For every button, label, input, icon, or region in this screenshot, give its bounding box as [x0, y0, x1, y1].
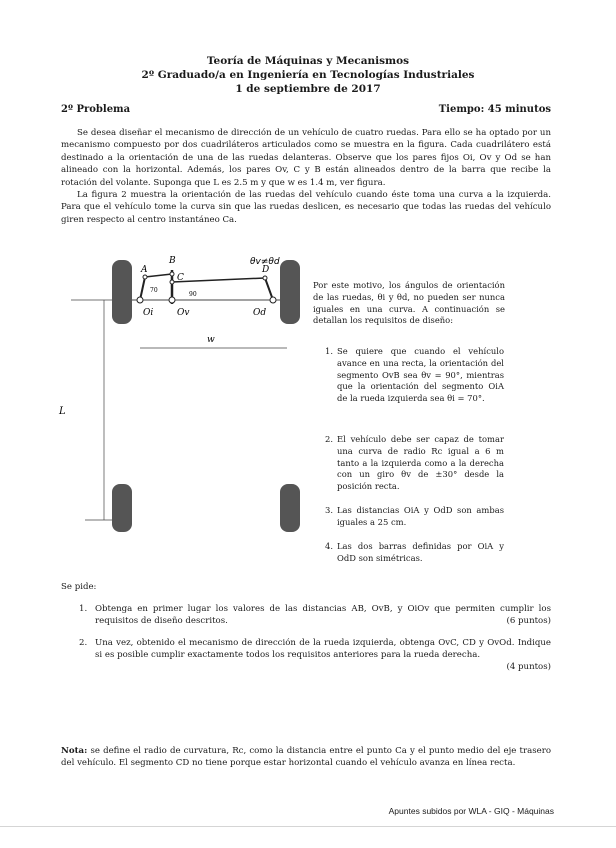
task-number: 1.	[79, 604, 88, 614]
intro-paragraph-1: Se desea diseñar el mecanismo de dirección de un vehículo de cuatro ruedas. Para ello se ha optado por un mecanismo compuesto por dos cuadriláteros articulados como se muestra en la figura. Cada cuadrilátero está destinado a la orientación de una de las ruedas delanteras. Observe que los pares fijos Oi, Ov y Od se han alineado con la horizontal. Además, los pares Ov, C y B están alineados dentro de la barra que recibe la rotación del volante. Suponga que L es 2.5 m y que w es 1.4 m, ver figura.	[61, 128, 551, 188]
front-right-wheel	[280, 260, 300, 324]
course-title: Teoría de Máquinas y Mecanismos	[206, 55, 410, 67]
requirement-text: Se quiere que cuando el vehículo avance en una recta, la orientación del segmento OvB sea θv = 90°, mientras que la orientación del segmento OiA de la rueda izquierda sea θi = 70°.	[337, 346, 504, 404]
footer-divider	[0, 826, 616, 827]
exam-header	[0, 54, 616, 96]
label-ov: Ov	[177, 308, 190, 318]
front-left-wheel	[112, 260, 132, 324]
task-2	[61, 637, 551, 673]
requirement-text: Las distancias OiA y OdD son ambas iguales a 25 cm.	[337, 505, 504, 527]
time-label: Tiempo: 45 minutos	[438, 104, 551, 115]
requirement-text: El vehículo debe ser capaz de tomar una curva de radio Rc igual a 6 m tanto a la izquierda como a la derecha con un giro θv de ±30° desde la posición recta.	[337, 434, 504, 492]
task-text: Una vez, obtenido el mecanismo de dirección de la rueda izquierda, obtenga OvC, CD y OvOd. Indique si es posible cumplir exactamente todos los requisitos anteriores para la rueda derecha.	[95, 638, 551, 661]
task-number: 2.	[79, 638, 88, 648]
rear-left-wheel	[112, 484, 132, 532]
task-points: (6 puntos)	[506, 615, 551, 626]
pivot-od	[270, 297, 276, 303]
joint-d	[263, 276, 267, 280]
exam-date: 1 de septiembre de 2017	[235, 83, 381, 95]
pivot-ov	[169, 297, 175, 303]
bar-od-d	[265, 278, 273, 300]
joint-c	[170, 280, 174, 284]
problem-label: 2º Problema	[61, 104, 131, 115]
label-od: Od	[253, 308, 267, 318]
requirement-number: 1.	[325, 346, 333, 356]
nota-text: se define el radio de curvatura, Rc, como la distancia entre el punto Ca y el punto medio del eje trasero del vehículo. El segmento CD no tiene porque estar horizontal cuando el vehículo avanza en línea recta.	[61, 746, 551, 769]
task-text: Obtenga en primer lugar los valores de las distancias AB, OvB, y OiOv que permiten cumplir los requisitos de diseño descritos.	[95, 604, 551, 627]
bar-c-d	[172, 278, 265, 282]
footer-credit: Apuntes subidos por WLA - GIQ - Máquinas	[388, 806, 554, 816]
requirement-text: Las dos barras definidas por OiA y OdD son simétricas.	[337, 541, 504, 563]
rear-right-wheel	[280, 484, 300, 532]
task-1	[61, 603, 551, 627]
angle-70-label: 70	[150, 287, 158, 294]
steering-mechanism-figure	[55, 252, 315, 532]
label-oi: Oi	[143, 308, 154, 318]
side-text: Por este motivo, los ángulos de orientación de las ruedas, θi y θd, no pueden ser nunca iguales en una curva. A continuación se detallan los requisitos de diseño:	[313, 280, 505, 326]
nota-label: Nota:	[61, 746, 88, 756]
joint-b	[170, 272, 174, 276]
intro-paragraph-2: La figura 2 muestra la orientación de las ruedas del vehículo cuando éste toma una curva a la izquierda. Para que el vehículo tome la curva sin que las ruedas deslicen, es necesario que todas las ruedas del vehículo giren respecto al centro instantáneo Ca.	[61, 190, 551, 225]
joint-a	[143, 275, 147, 279]
nota-block	[61, 745, 551, 770]
bar-oi-a	[140, 277, 145, 300]
requirement-number: 3.	[325, 505, 333, 515]
task-points: (4 puntos)	[506, 661, 551, 672]
requirement-number: 4.	[325, 541, 333, 551]
label-d: D	[262, 265, 270, 275]
pivot-oi	[137, 297, 143, 303]
label-w: w	[207, 335, 215, 345]
degree-title: 2º Graduado/a en Ingeniería en Tecnologías Industriales	[141, 69, 475, 81]
label-a: A	[141, 265, 148, 275]
angle-90-label: 90	[189, 291, 197, 298]
handwritten-note: θv≠θd	[250, 257, 280, 267]
label-l: L	[59, 406, 66, 417]
label-b: B	[169, 256, 176, 266]
bar-a-b	[145, 274, 172, 277]
intro-text	[61, 127, 551, 226]
requirement-number: 2.	[325, 434, 333, 444]
tasks-label: Se pide:	[61, 582, 97, 592]
label-c: C	[177, 273, 184, 283]
problem-row	[61, 104, 551, 115]
